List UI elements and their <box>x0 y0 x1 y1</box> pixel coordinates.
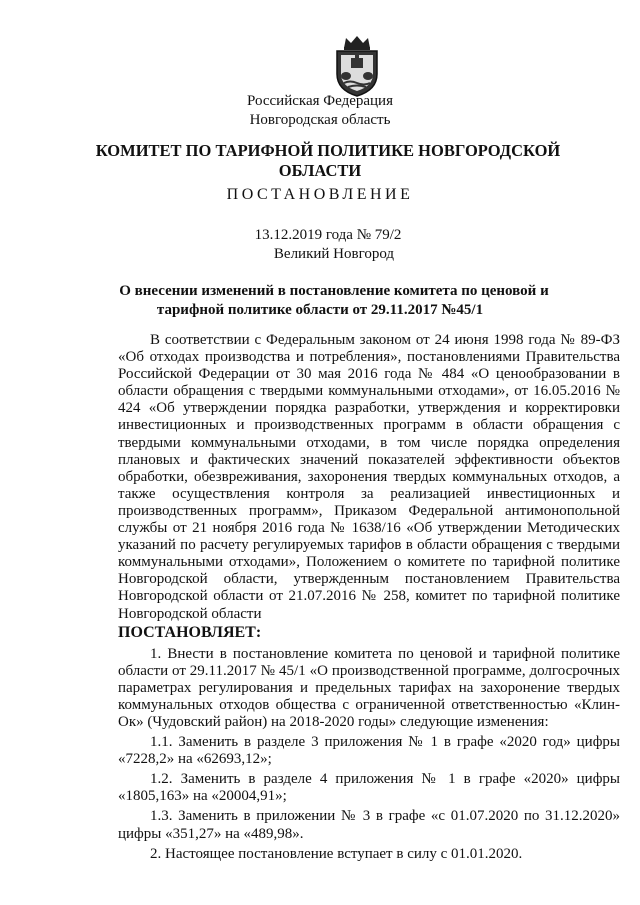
document-subject-line2: тарифной политике области от 29.11.2017 №45/1 <box>156 302 484 318</box>
clause-1: 1. Внести в постановление комитета по ценовой и тарифной политике области от 29.11.2017 № 45/1 «О производственной программе, долгосрочных параметрах регулирования и предельных тарифах на захоронение твердых коммунальных отходов общества с ограниченной ответственностью «Клин-Ок» (Чудовский район) на 2018-2020 годы» следующие изменения: <box>118 645 620 730</box>
committee-name-line2: ОБЛАСТИ <box>278 161 362 180</box>
clause-2: 2. Настоящее постановление вступает в силу с 01.01.2020. <box>150 845 523 862</box>
document-body <box>118 332 620 863</box>
country-name: Российская Федерация <box>247 93 393 109</box>
preamble-paragraph: В соответствии с Федеральным законом от 24 июня 1998 года № 89-ФЗ «Об отходах производства и потребления», постановлениями Правительства Российской Федерации от 30 мая 2016 года № 484 «О ценообразовании в области обращения с твердыми коммунальными отходами», от 16.05.2016 № 424 «Об утверждении порядка разработки, утверждения и корректировки инвестиционных и производственных программ в области обращения с твердыми коммунальными отходами, в том числе порядка определения плановых и фактических значений показателей эффективности объектов обработки, обезвреживания, захоронения твердых коммунальных отходов, а также осуществления контроля за реализацией инвестиционных и производственных программ», Приказом Федеральной антимонопольной службы от 21 ноября 2016 года № 1638/16 «Об утверждении Методических указаний по расчету регулируемых тарифов в области обращения с твердыми коммунальными отходами», Положением о комитете по тарифной политике Новгородской области, утвержденным постановлением Правительства Новгородской области от 21.07.2016 № 258, комитет по тарифной политике Новгородской области <box>118 332 620 622</box>
coat-of-arms-emblem <box>332 34 382 98</box>
clause-1-3: 1.3. Заменить в приложении № 3 в графе «с 01.07.2020 по 31.12.2020» цифры «351,27» на «489,98». <box>118 808 620 842</box>
committee-name-line1: КОМИТЕТ ПО ТАРИФНОЙ ПОЛИТИКЕ НОВГОРОДСКОЙ <box>95 141 561 160</box>
date-and-number: 13.12.2019 года № 79/2 <box>254 227 402 243</box>
clause-1-2: 1.2. Заменить в разделе 4 приложения № 1 в графе «2020» цифры «1805,163» на «20004,91»; <box>118 771 620 805</box>
city-name: Великий Новгород <box>273 246 395 262</box>
region-name: Новгородская область <box>249 112 391 128</box>
clause-1-1: 1.1. Заменить в разделе 3 приложения № 1 в графе «2020 год» цифры «7228,2» на «62693,12»; <box>118 734 620 768</box>
document-subject-line1: О внесении изменений в постановление комитета по ценовой и <box>119 283 549 299</box>
resolves-heading: ПОСТАНОВЛЯЕТ: <box>118 623 262 641</box>
document-type: ПОСТАНОВЛЕНИЕ <box>226 186 414 203</box>
